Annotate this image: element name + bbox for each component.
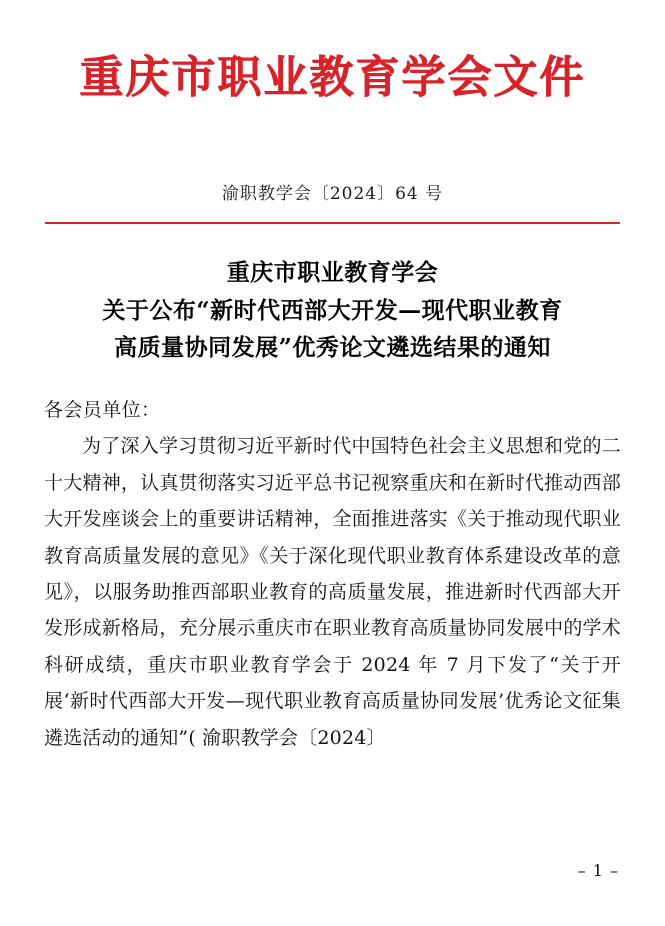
- red-separator-rule: [45, 222, 620, 225]
- document-number: 渝职教学会〔2024〕64 号: [221, 183, 444, 204]
- page-footer: [0, 861, 665, 880]
- title-line-2: 关于公布“新时代西部大开发—现代职业教育: [102, 296, 563, 324]
- page-number: – 1 –: [577, 861, 619, 880]
- title-line-3: 高质量协同发展”优秀论文遴选结果的通知: [114, 333, 551, 361]
- salutation: 各会员单位：: [44, 399, 161, 422]
- body-paragraph: 为了深入学习贯彻习近平新时代中国特色社会主义思想和党的二十大精神，认真贯彻落实习近平总书记视察重庆和在新时代推动西部大开发座谈会上的重要讲话精神，全面推进落实《关于推动现代职业教育高质量发展的意见》《关于深化现代职业教育体系建设改革的意见》，以服务助推西部职业教育的高质量发展，推进新时代西部大开发形成新格局，充分展示重庆市在职业教育高质量协同发展中的学术科研成绩，重庆市职业教育学会于 2024 年 7 月下发了“关于开展‘新时代西部大开发—现代职业教育高质量协同发展’优秀论文征集遴选活动的通知”( 渝职教学会〔2024〕: [44, 435, 621, 749]
- document-number-area: [0, 179, 665, 204]
- document-body: [0, 392, 665, 756]
- masthead-title: 重庆市职业教育学会文件: [79, 52, 586, 103]
- title-line-1: 重庆市职业教育学会: [226, 259, 439, 287]
- masthead: [0, 0, 665, 105]
- document-title: [0, 254, 665, 366]
